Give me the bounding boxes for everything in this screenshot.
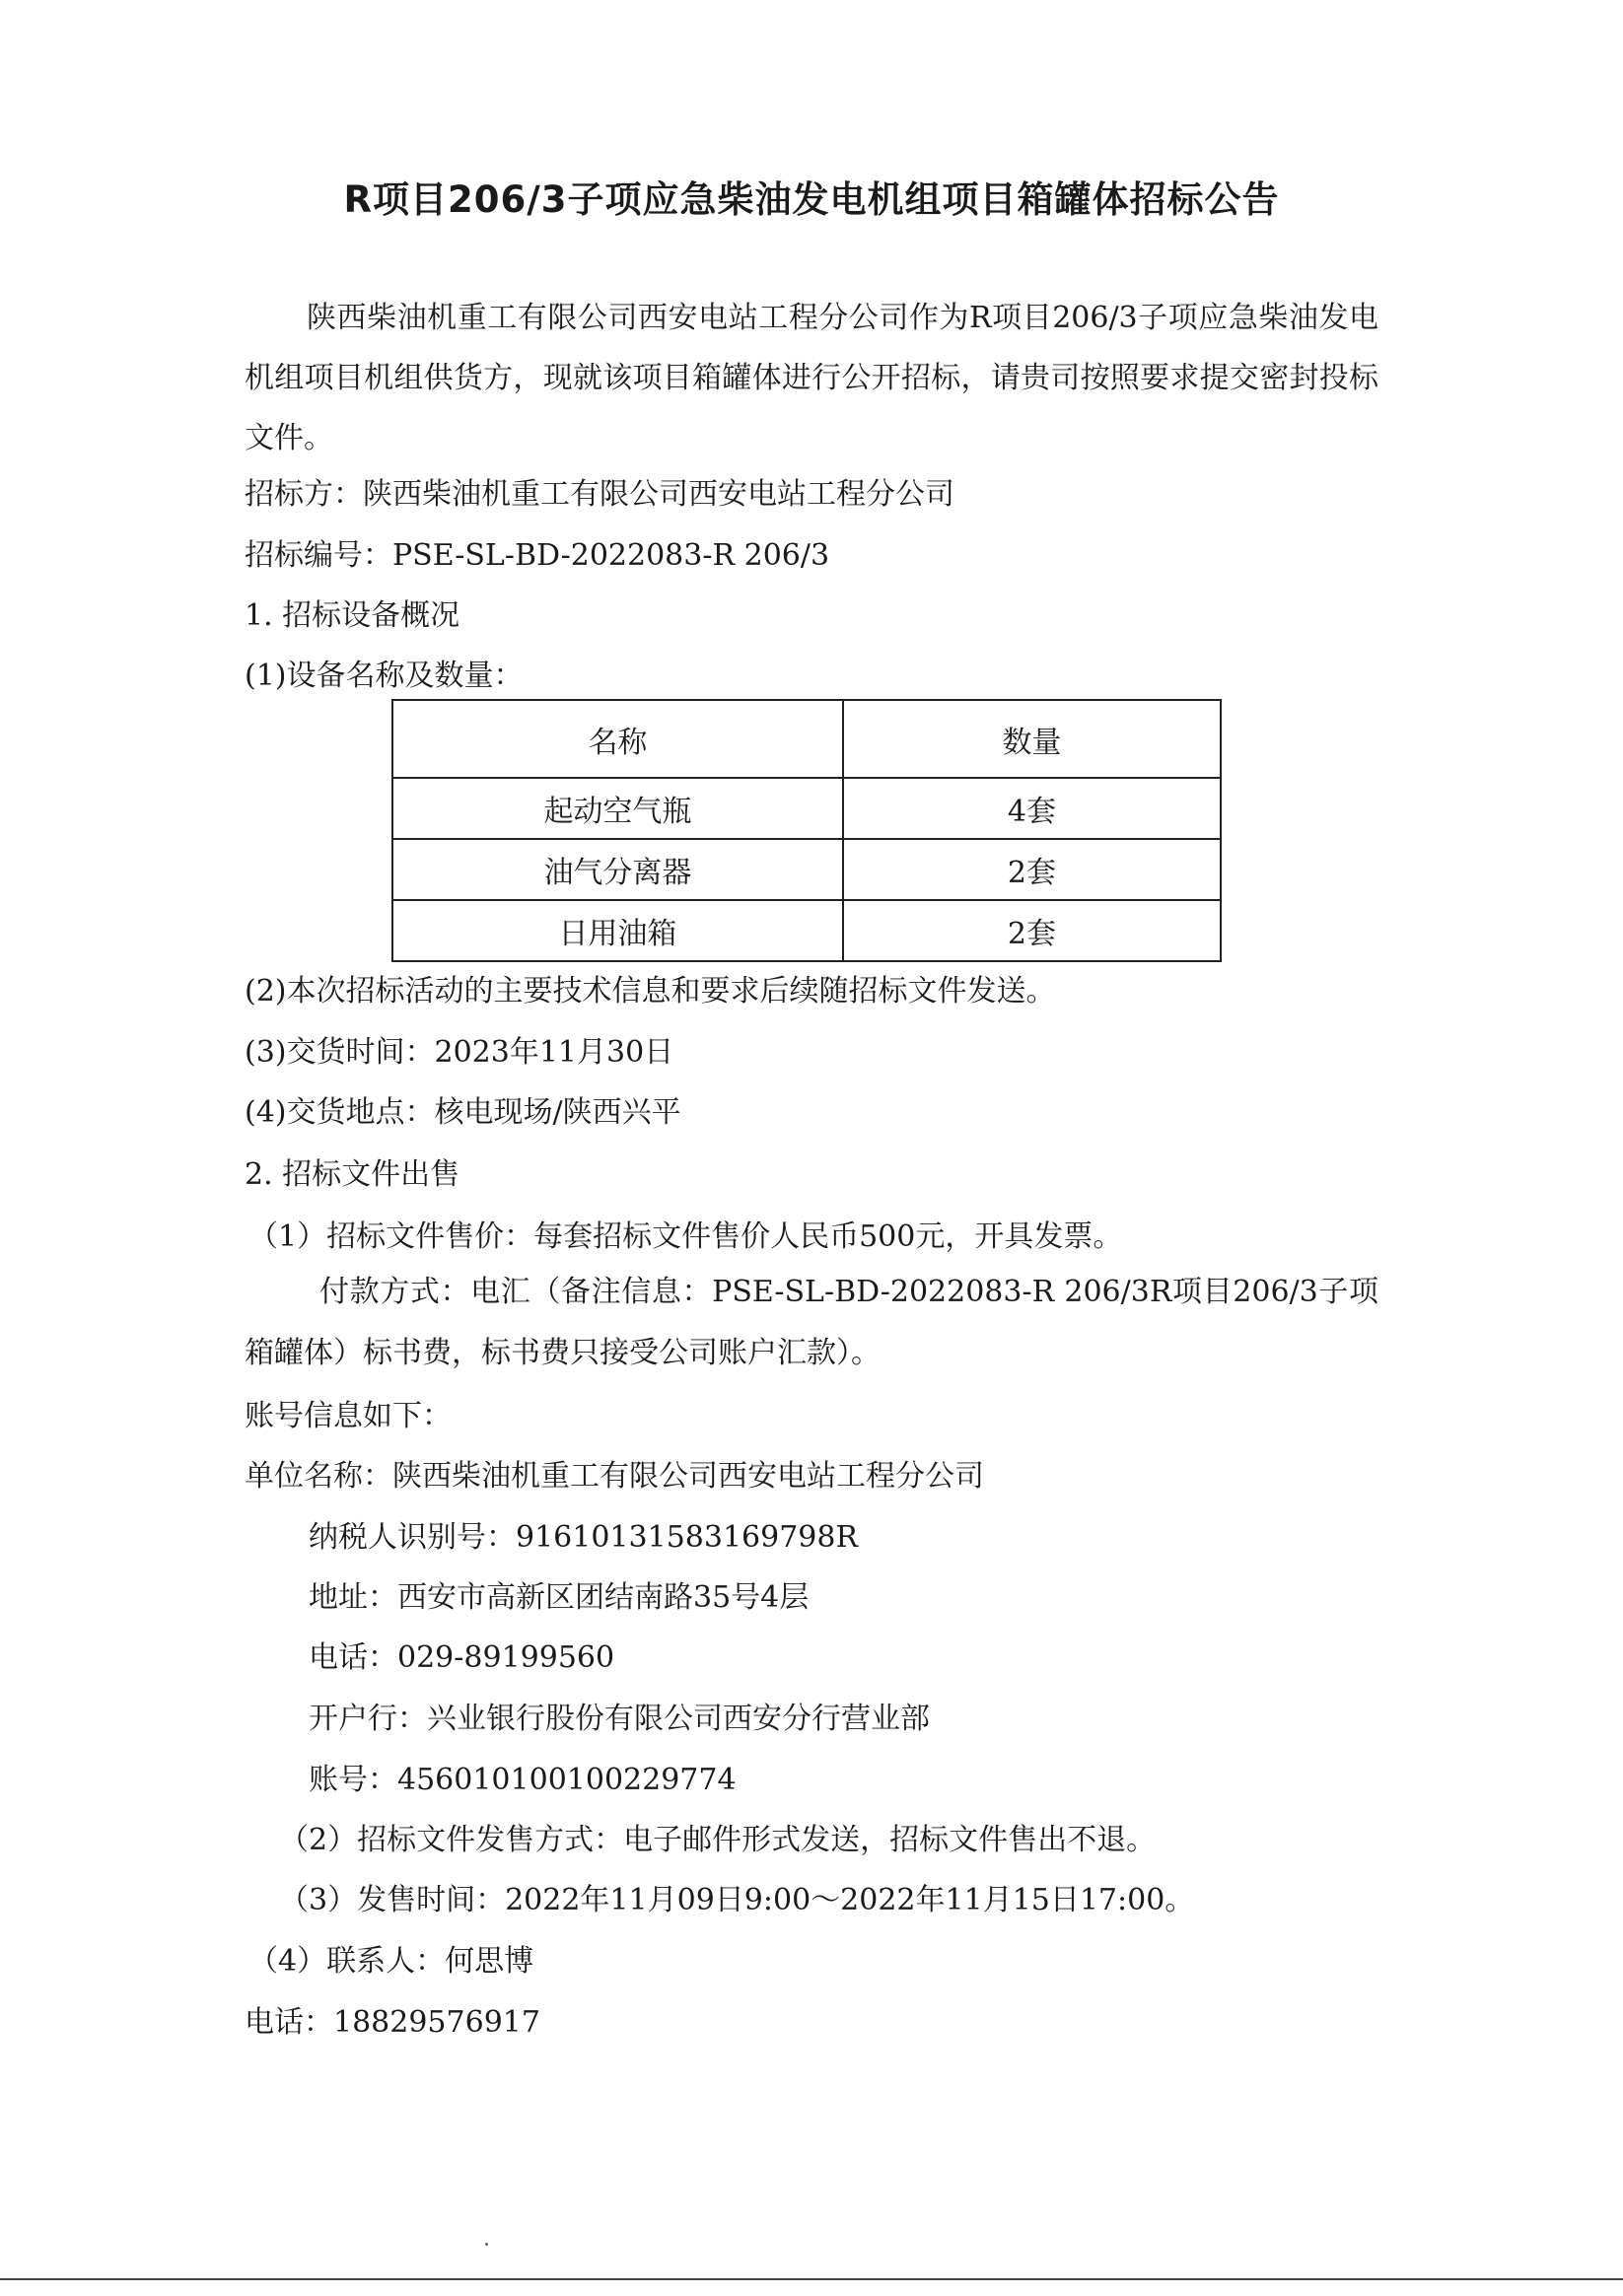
table-cell-quantity: 2套 <box>843 900 1221 961</box>
sale-time-line: （3）发售时间：2022年11月09日9:00～2022年11月15日17:00。 <box>279 1883 1195 1917</box>
tax-id-line: 纳税人识别号：91610131583169798R <box>309 1520 859 1555</box>
table-header-quantity: 数量 <box>843 700 1221 778</box>
document-title: R项目206/3子项应急柴油发电机组项目箱罐体招标公告 <box>343 178 1280 221</box>
phone-line: 电话：029-89199560 <box>309 1640 615 1675</box>
address-line: 地址：西安市高新区团结南路35号4层 <box>309 1580 810 1615</box>
table-cell-name: 油气分离器 <box>392 839 843 900</box>
tenderer-line: 招标方：陕西柴油机重工有限公司西安电站工程分公司 <box>245 477 954 512</box>
section1-heading: 1. 招标设备概况 <box>245 598 460 633</box>
intro-paragraph: 陕西柴油机重工有限公司西安电站工程分公司作为R项目206/3子项应急柴油发电机组项目机组供货方，现就该项目箱罐体进行公开招标，请贵司按照要求提交密封投标文件。 <box>245 301 1378 455</box>
page-bottom-rule <box>0 2278 1623 2280</box>
account-info-label: 账号信息如下： <box>245 1399 452 1433</box>
equipment-list-label: (1)设备名称及数量： <box>245 659 524 693</box>
table-header-name: 名称 <box>392 700 843 778</box>
table-header-row <box>392 700 1221 778</box>
contact-line: （4）联系人：何思博 <box>248 1944 534 1979</box>
table-cell-quantity: 4套 <box>843 778 1221 839</box>
table-cell-name: 起动空气瓶 <box>392 778 843 839</box>
tech-info-line: (2)本次招标活动的主要技术信息和要求后续随招标文件发送。 <box>245 974 1056 1009</box>
scan-speck <box>485 2243 488 2246</box>
table-row <box>392 778 1221 839</box>
table-cell-name: 日用油箱 <box>392 900 843 961</box>
tender-number-line: 招标编号：PSE-SL-BD-2022083-R 206/3 <box>245 538 830 573</box>
table-row <box>392 900 1221 961</box>
equipment-table <box>391 699 1222 962</box>
contact-phone-line: 电话：18829576917 <box>245 2005 540 2040</box>
bank-line: 开户行：兴业银行股份有限公司西安分行营业部 <box>309 1702 930 1736</box>
price-line: （1）招标文件售价：每套招标文件售价人民币500元，开具发票。 <box>248 1219 1123 1254</box>
delivery-place-line: (4)交货地点：核电现场/陕西兴平 <box>245 1095 681 1130</box>
section2-heading: 2. 招标文件出售 <box>245 1157 460 1192</box>
sale-method-line: （2）招标文件发售方式：电子邮件形式发送，招标文件售出不退。 <box>279 1823 1157 1857</box>
payment-paragraph: 付款方式：电汇（备注信息：PSE-SL-BD-2022083-R 206/3R项目206/3子项箱罐体）标书费，标书费只接受公司账户汇款）。 <box>245 1275 1378 1370</box>
unit-name-line: 单位名称：陕西柴油机重工有限公司西安电站工程分公司 <box>245 1459 984 1494</box>
delivery-time-line: (3)交货时间：2023年11月30日 <box>245 1035 674 1070</box>
table-cell-quantity: 2套 <box>843 839 1221 900</box>
account-number-line: 账号：456010100100229774 <box>309 1763 737 1797</box>
table-row <box>392 839 1221 900</box>
